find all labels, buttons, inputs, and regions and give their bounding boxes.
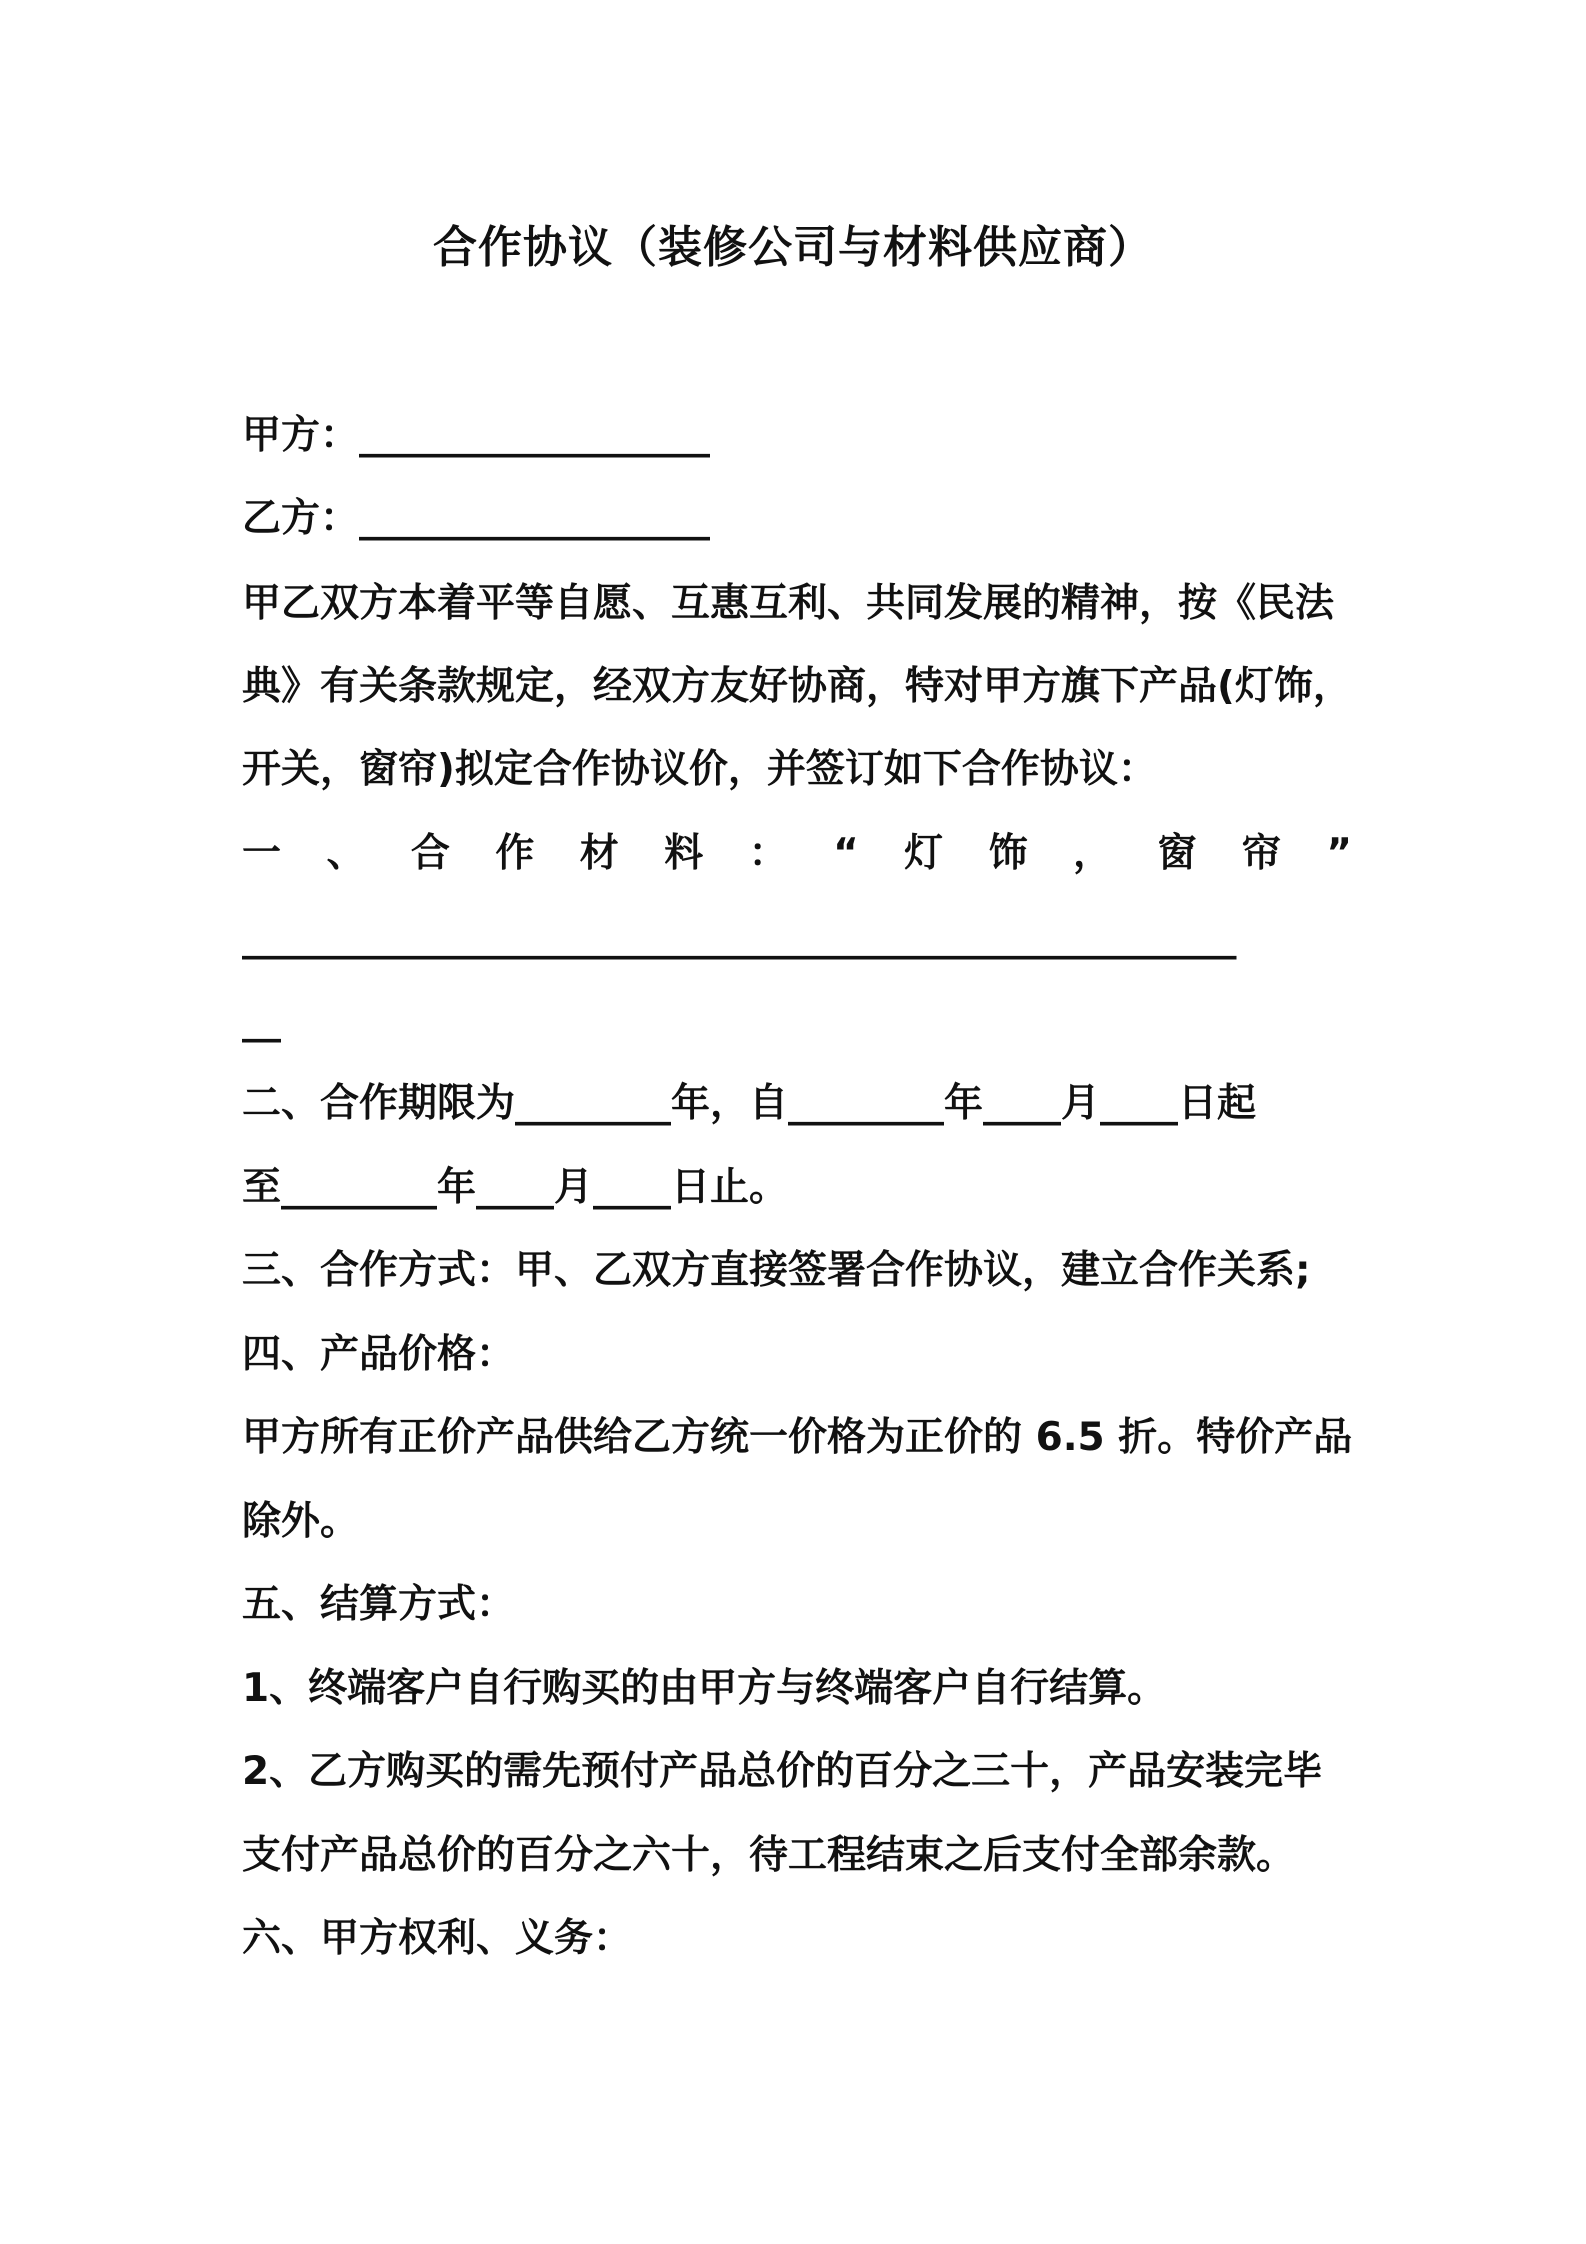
clause-1-char: ， xyxy=(1073,831,1113,876)
clause-5-heading: 五、结算方式： xyxy=(242,1582,516,1627)
clause-1-char: 灯 xyxy=(904,831,944,876)
clause-4-heading: 四、产品价格： xyxy=(242,1332,516,1377)
clause-1-char: “ xyxy=(833,831,859,876)
clause-1-char: 材 xyxy=(579,831,619,876)
clause-4-line-2: 除外。 xyxy=(242,1499,360,1544)
clause-1-char: 一 xyxy=(242,831,282,876)
clause-1-char: 合 xyxy=(410,831,450,876)
clause-5-item-2-line-2: 支付产品总价的百分之六十，待工程结束之后支付全部余款。 xyxy=(242,1833,1296,1878)
clause-1-char: ” xyxy=(1326,831,1352,876)
clause-5-item-2-line-1: 2、乙方购买的需先预付产品总价的百分之三十，产品安装完毕 xyxy=(242,1749,1323,1794)
clause-1-char: 帘 xyxy=(1241,831,1281,876)
clause-1-char: 作 xyxy=(495,831,535,876)
clause-1-blank-tail: __ xyxy=(242,998,281,1043)
preamble-line-2: 典》有关条款规定，经双方友好协商，特对甲方旗下产品(灯饰， xyxy=(242,664,1352,709)
clause-1-char: 窗 xyxy=(1157,831,1197,876)
party-b-line: 乙方：__________________ xyxy=(242,496,711,541)
party-a-line: 甲方：__________________ xyxy=(242,413,711,458)
clause-2-line-2: 至________年____月____日止。 xyxy=(242,1165,789,1210)
clause-1-blank-line: ___________________________________________________ xyxy=(242,915,1237,960)
clause-1-char: 料 xyxy=(664,831,704,876)
clause-1-materials xyxy=(242,826,1352,882)
clause-2-line-1: 二、合作期限为________年，自________年____月____日起 xyxy=(242,1081,1257,1126)
document-title: 合作协议（装修公司与材料供应商） xyxy=(433,222,1153,273)
clause-6-heading: 六、甲方权利、义务： xyxy=(242,1916,633,1961)
preamble-line-3: 开关，窗帘)拟定合作协议价，并签订如下合作协议： xyxy=(242,747,1157,792)
preamble-line-1: 甲乙双方本着平等自愿、互惠互利、共同发展的精神，按《民法 xyxy=(242,581,1335,626)
clause-4-line-1: 甲方所有正价产品供给乙方统一价格为正价的 6.5 折。特价产品 xyxy=(242,1415,1353,1460)
clause-3-line: 三、合作方式：甲、乙双方直接签署合作协议，建立合作关系; xyxy=(242,1248,1311,1293)
clause-1-char: ： xyxy=(748,831,788,876)
clause-5-item-1: 1、终端客户自行购买的由甲方与终端客户自行结算。 xyxy=(242,1666,1167,1711)
clause-1-char: 饰 xyxy=(988,831,1028,876)
clause-1-char: 、 xyxy=(326,831,366,876)
